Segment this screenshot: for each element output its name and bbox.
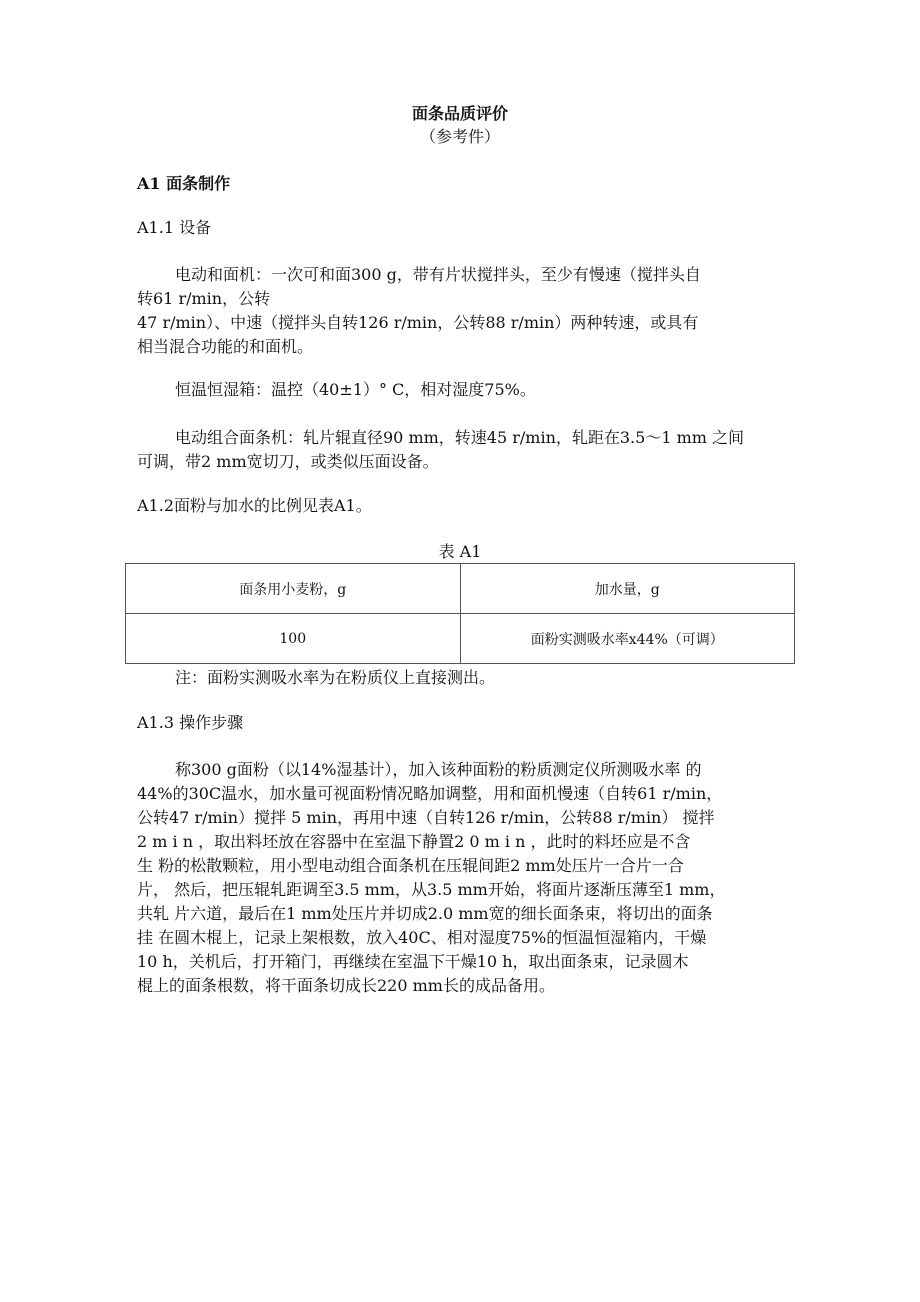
paragraph-line: 称300 g面粉（以14%湿基计），加入该种面粉的粉质测定仪所测吸水率 的 — [175, 760, 702, 779]
paragraph-line: 相当混合功能的和面机。 — [137, 337, 314, 356]
table-header-row — [126, 564, 795, 614]
table-cell: 100 — [126, 614, 461, 664]
paragraph-line: 电动组合面条机：轧片辊直径90 mm，转速45 r/min，轧距在3.5～1 mm 之间 — [175, 428, 745, 447]
paragraph-line: 生 粉的松散颗粒，用小型电动组合面条机在压辊间距2 mm处压片一合片一合 — [137, 856, 684, 875]
paragraph-line: 可调，带2 mm宽切刀，或类似压面设备。 — [137, 452, 439, 471]
paragraph-line: 转61 r/min，公转 — [137, 289, 271, 308]
table-cell: 面粉实测吸水率x44%（可调） — [460, 614, 795, 664]
paragraph-line: 47 r/min）、中速（搅拌头自转126 r/min，公转88 r/min）两种转速，或具有 — [137, 313, 699, 332]
paragraph-line: 电动和面机：一次可和面300 g，带有片状搅拌头，至少有慢速（搅拌头自 — [175, 265, 701, 284]
paragraph-line: 片， 然后，把压辊轧距调至3.5 mm，从3.5 mm开始，将面片逐渐压薄至1 mm， — [137, 880, 726, 899]
paragraph-line: 10 h，关机后，打开箱门，再继续在室温下干燥10 h，取出面条束，记录圆木 — [137, 952, 689, 971]
paragraph-line: 2 m i n ，取出料坯放在容器中在室温下静置2 0 m i n ，此时的料坯应是不含 — [137, 832, 691, 851]
table-caption: 表 A1 — [438, 542, 482, 561]
table-header-cell: 面条用小麦粉，g — [126, 564, 461, 614]
document-subtitle: （参考件） — [419, 127, 500, 146]
section-heading-a1: A1 面条制作 — [137, 174, 231, 193]
paragraph-line: 共轧 片六道，最后在1 mm处压片并切成2.0 mm宽的细长面条束，将切出的面条 — [137, 904, 713, 923]
equipment-mixer-paragraph — [137, 263, 797, 359]
document-title: 面条品质评价 — [411, 104, 508, 123]
paragraph-line: 棍上的面条根数，将干面条切成长220 mm长的成品备用。 — [137, 976, 555, 995]
table-note: 注：面粉实测吸水率为在粉质仪上直接测出。 — [175, 668, 496, 687]
paragraph-line: 恒温恒湿箱：温控（40±1）° C，相对湿度75%。 — [175, 380, 536, 399]
section-heading-a1-2: A1.2面粉与加水的比例见表A1。 — [137, 496, 372, 515]
paragraph-line: 挂 在圆木棍上，记录上架根数，放入40C、相对湿度75%的恒温恒湿箱内，干燥 — [137, 928, 707, 947]
flour-water-table — [125, 563, 795, 664]
procedure-paragraph — [137, 758, 797, 998]
paragraph-line: 公转47 r/min）搅拌 5 min，再用中速（自转126 r/min，公转88 r/min） 搅拌 — [137, 808, 715, 827]
section-heading-a1-1: A1.1 设备 — [137, 218, 212, 237]
equipment-chamber-paragraph — [137, 378, 797, 402]
table-row — [126, 614, 795, 664]
equipment-noodle-machine-paragraph — [137, 426, 797, 474]
table-header-cell: 加水量，g — [460, 564, 795, 614]
paragraph-line: 44%的30C温水，加水量可视面粉情况略加调整，用和面机慢速（自转61 r/min， — [137, 784, 723, 803]
section-heading-a1-3: A1.3 操作步骤 — [137, 713, 244, 732]
